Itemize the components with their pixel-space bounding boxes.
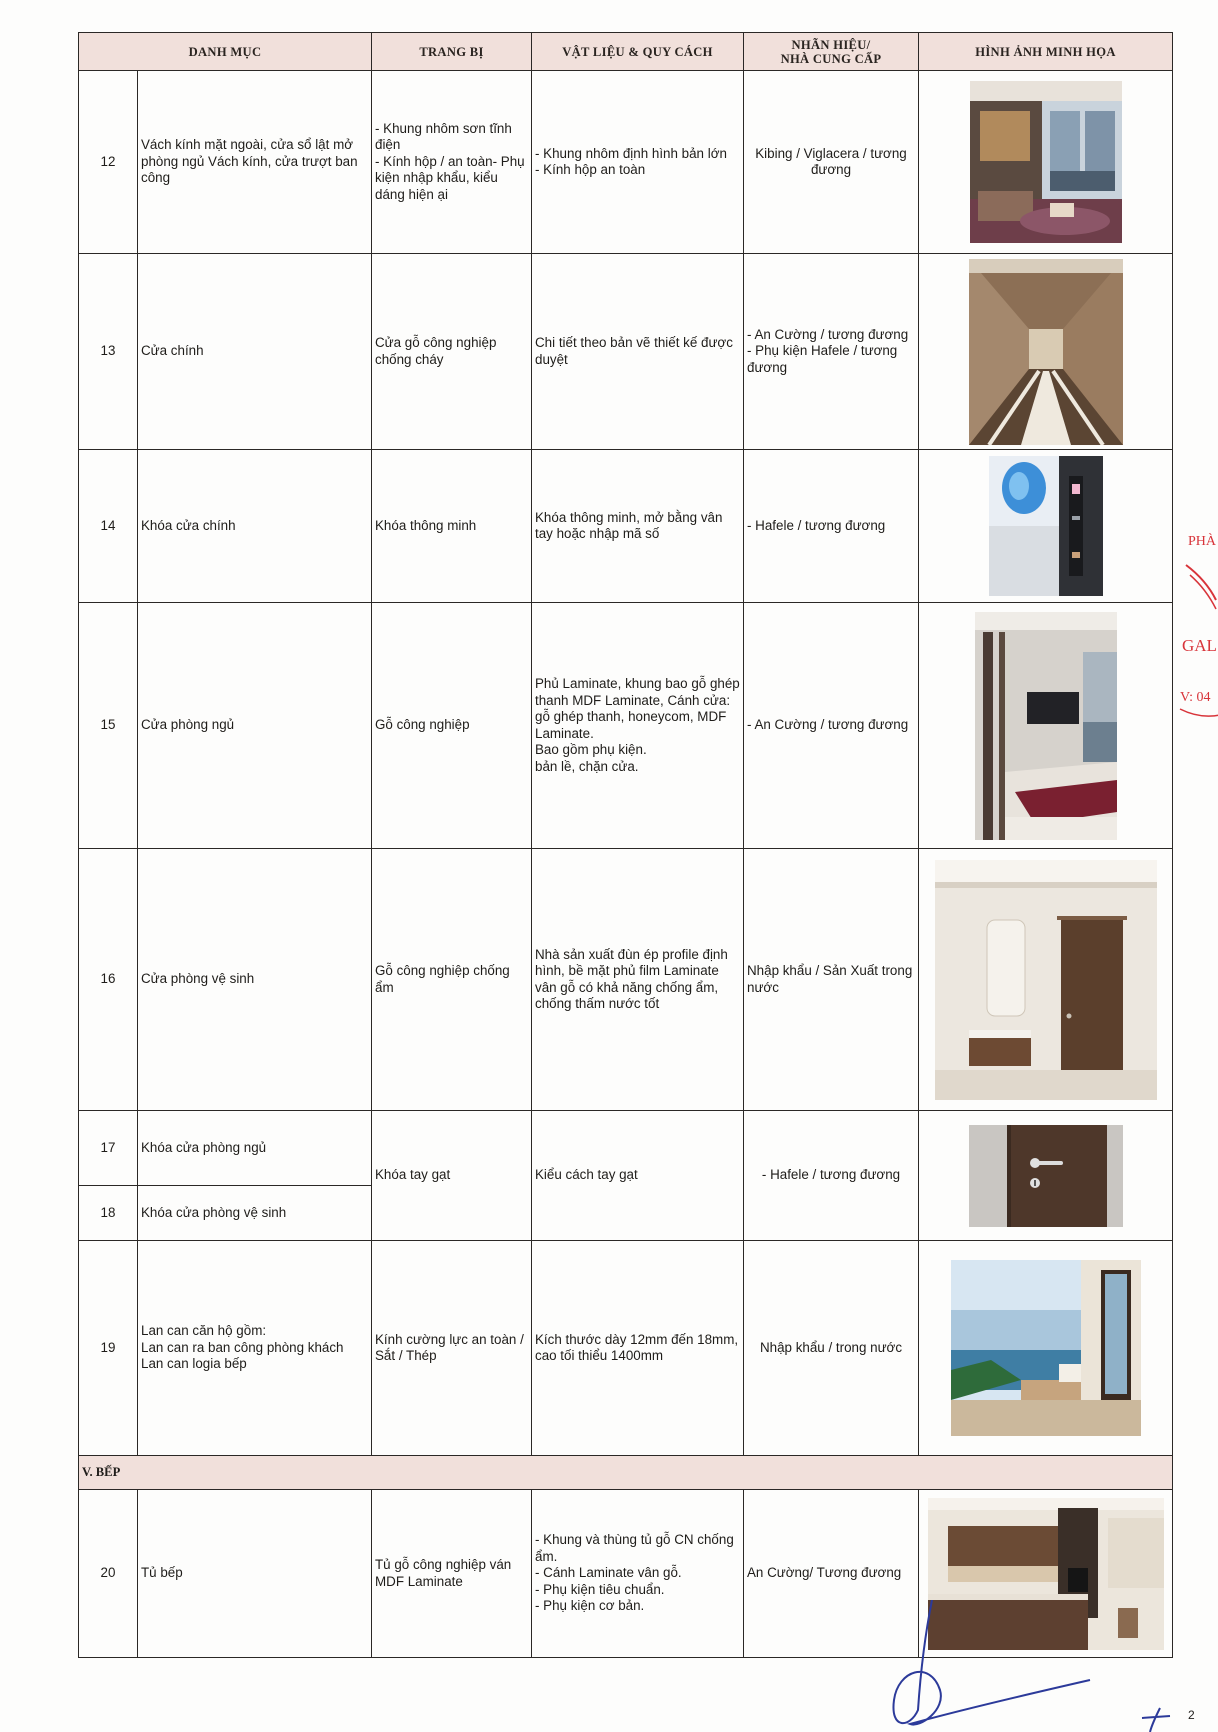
balcony-railing-photo: [951, 1260, 1141, 1436]
table-row: [79, 603, 1173, 849]
header-vat-lieu: VẬT LIỆU & QUY CÁCH: [532, 33, 744, 71]
header-danh-muc: DANH MỤC: [79, 33, 372, 71]
material-cell: - Khung nhôm định hình bản lớn - Kính hộp an toàn: [532, 71, 744, 254]
illustration-cell: [919, 450, 1173, 603]
row-number: 17: [79, 1111, 138, 1186]
illustration-cell: [919, 254, 1173, 450]
brand-cell: - An Cường / tương đương - Phụ kiện Hafele / tương đương: [744, 254, 919, 450]
red-stamp: [1176, 505, 1218, 765]
brand-cell: An Cường/ Tương đương: [744, 1490, 919, 1658]
equipment-cell: Tủ gỗ công nghiệp ván MDF Laminate: [372, 1490, 532, 1658]
stamp-text-3: V: 04: [1180, 690, 1211, 705]
table-row: [79, 450, 1173, 603]
material-cell: Nhà sản xuất đùn ép profile định hình, bề mặt phủ film Laminate vân gỗ có khả năng chống ẩm, chống thấm nước tốt: [532, 849, 744, 1111]
item-name: Lan can căn hộ gồm: Lan can ra ban công phòng khách Lan can logia bếp: [138, 1241, 372, 1456]
header-nhan-hieu: NHÃN HIỆU/ NHÀ CUNG CẤP: [744, 33, 919, 71]
item-name: Tủ bếp: [138, 1490, 372, 1658]
equipment-cell: Gỗ công nghiệp: [372, 603, 532, 849]
table-row: [79, 849, 1173, 1111]
table-row: [79, 71, 1173, 254]
item-name: Khóa cửa chính: [138, 450, 372, 603]
brand-cell: - Hafele / tương đương: [744, 450, 919, 603]
section-title: V. BẾP: [79, 1456, 1173, 1490]
illustration-cell: [919, 603, 1173, 849]
item-name: Cửa phòng vệ sinh: [138, 849, 372, 1111]
brand-cell: - Hafele / tương đương: [744, 1111, 919, 1241]
equipment-cell: Khóa tay gạt: [372, 1111, 532, 1241]
equipment-cell: - Khung nhôm sơn tĩnh điện - Kính hộp / an toàn- Phụ kiện nhập khẩu, kiểu dáng hiện ại: [372, 71, 532, 254]
smart-lock-photo: [989, 456, 1103, 596]
illustration-cell: [919, 849, 1173, 1111]
item-name: Khóa cửa phòng ngủ: [138, 1111, 372, 1186]
bedroom-photo: [975, 612, 1117, 840]
row-number: 15: [79, 603, 138, 849]
row-number: 18: [79, 1186, 138, 1241]
table-row: [79, 254, 1173, 450]
material-cell: - Khung và thùng tủ gỗ CN chống ẩm. - Cánh Laminate vân gỗ. - Phụ kiện tiêu chuẩn. - Phụ kiện cơ bản.: [532, 1490, 744, 1658]
material-cell: Kích thước dày 12mm đến 18mm, cao tối thiểu 1400mm: [532, 1241, 744, 1456]
equipment-cell: Cửa gỗ công nghiệp chống cháy: [372, 254, 532, 450]
table-row: [79, 1111, 1173, 1186]
row-number: 14: [79, 450, 138, 603]
material-cell: Phủ Laminate, khung bao gỗ ghép thanh MDF Laminate, Cánh cửa: gỗ ghép thanh, honeycom, MDF Laminate. Bao gồm phụ kiện. bản lề, chặn cửa.: [532, 603, 744, 849]
lever-handle-photo: [969, 1125, 1123, 1227]
brand-cell: Nhập khẩu / trong nước: [744, 1241, 919, 1456]
row-number: 20: [79, 1490, 138, 1658]
header-hinh-anh: HÌNH ẢNH MINH HỌA: [919, 33, 1173, 71]
brand-cell: - An Cường / tương đương: [744, 603, 919, 849]
page-number: 2: [1188, 1708, 1195, 1722]
stamp-text-1: PHÀ: [1188, 534, 1217, 549]
specification-table: [78, 32, 1173, 1658]
material-cell: Chi tiết theo bản vẽ thiết kế được duyệt: [532, 254, 744, 450]
material-cell: Kiểu cách tay gạt: [532, 1111, 744, 1241]
brand-cell: Nhập khẩu / Sản Xuất trong nước: [744, 849, 919, 1111]
equipment-cell: Kính cường lực an toàn / Sắt / Thép: [372, 1241, 532, 1456]
section-row: [79, 1456, 1173, 1490]
row-number: 13: [79, 254, 138, 450]
item-name: Cửa chính: [138, 254, 372, 450]
row-number: 19: [79, 1241, 138, 1456]
illustration-cell: [919, 1241, 1173, 1456]
stamp-text-2: GAL: [1182, 636, 1217, 655]
bathroom-door-photo: [935, 860, 1157, 1100]
living-room-glass-wall-photo: [970, 81, 1122, 243]
item-name: Vách kính mặt ngoài, cửa sổ lật mở phòng ngủ Vách kính, cửa trượt ban công: [138, 71, 372, 254]
row-number: 12: [79, 71, 138, 254]
equipment-cell: Gỗ công nghiệp chống ẩm: [372, 849, 532, 1111]
handwritten-signature: [880, 1600, 1180, 1732]
table-row: [79, 1241, 1173, 1456]
row-number: 16: [79, 849, 138, 1111]
item-name: Khóa cửa phòng vệ sinh: [138, 1186, 372, 1241]
corridor-photo: [969, 259, 1123, 445]
illustration-cell: [919, 71, 1173, 254]
brand-cell: Kibing / Viglacera / tương đương: [744, 71, 919, 254]
header-trang-bi: TRANG BỊ: [372, 33, 532, 71]
illustration-cell: [919, 1111, 1173, 1241]
material-cell: Khóa thông minh, mở bằng vân tay hoặc nhập mã số: [532, 450, 744, 603]
equipment-cell: Khóa thông minh: [372, 450, 532, 603]
item-name: Cửa phòng ngủ: [138, 603, 372, 849]
